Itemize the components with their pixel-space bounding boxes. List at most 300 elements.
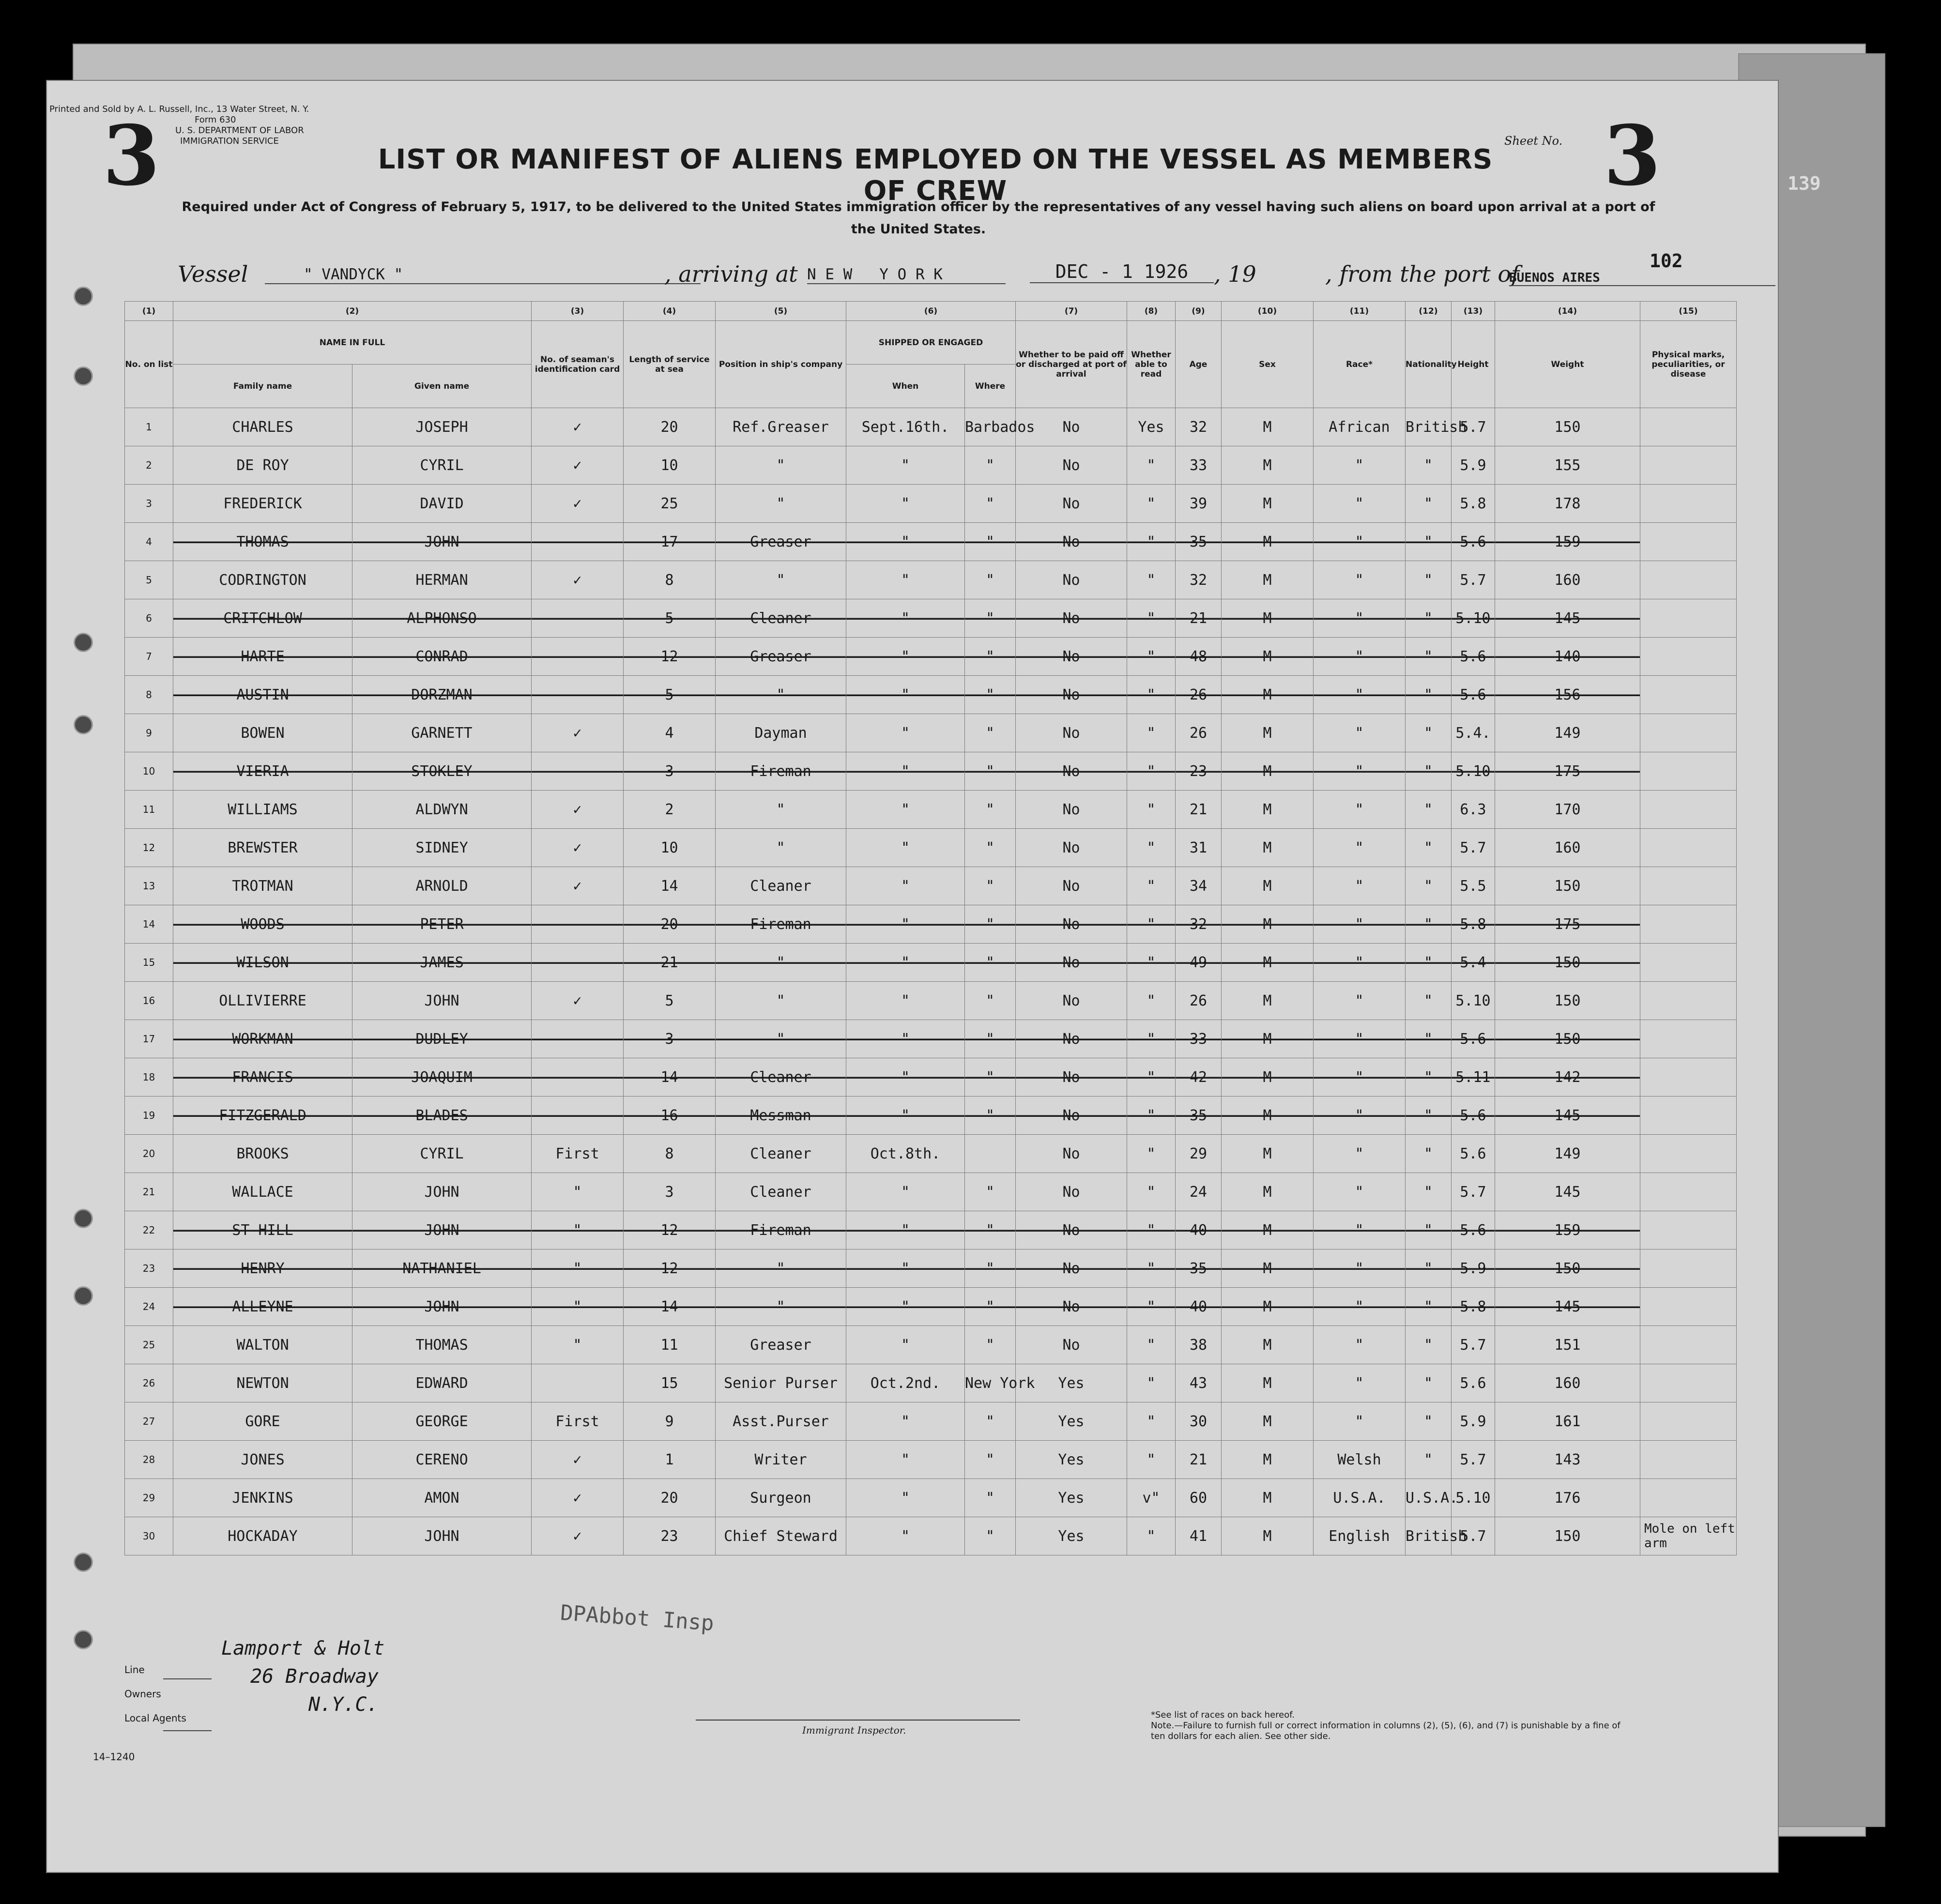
position-cell: Cleaner [716,599,846,638]
table-row [125,1173,1737,1211]
position-cell: " [716,446,846,485]
shipped-where-cell: " [965,1479,1016,1517]
family-name-cell: WALTON [173,1326,352,1364]
able-to-read-cell: " [1127,1441,1176,1479]
physical-marks-cell [1640,1441,1737,1479]
paid-off-cell: Yes [1016,1517,1127,1555]
nationality-cell: British [1406,408,1452,446]
given-name-cell: DORZMAN [352,676,532,714]
position-cell: Cleaner [716,1058,846,1097]
id-card-cell: " [532,1288,624,1326]
paid-off-cell: No [1016,1326,1127,1364]
nationality-cell: U.S.A. [1406,1479,1452,1517]
paid-off-cell: Yes [1016,1364,1127,1402]
sex-cell: M [1222,638,1314,676]
given-name-cell: JOHN [352,1288,532,1326]
shipped-when-cell: " [846,905,965,944]
id-card-cell: ✓ [532,791,624,829]
age-cell: 26 [1176,676,1222,714]
line-value: Lamport & Holt [221,1637,385,1660]
weight-cell: 149 [1495,714,1640,752]
physical-marks-cell [1640,676,1737,714]
length-service-cell: 14 [624,1288,716,1326]
height-cell: 5.4 [1452,944,1495,982]
height-cell: 5.7 [1452,829,1495,867]
race-cell: " [1314,944,1406,982]
id-card-cell [532,1097,624,1135]
footer-handwriting [221,1637,473,1721]
shipped-when-cell: " [846,485,965,523]
weight-cell: 156 [1495,676,1640,714]
punch-hole [74,1209,93,1228]
race-cell: " [1314,676,1406,714]
race-cell: " [1314,1135,1406,1173]
table-row [125,1441,1737,1479]
position-cell: Greaser [716,638,846,676]
id-card-cell: " [532,1326,624,1364]
paid-off-cell: No [1016,1058,1127,1097]
header-position: Position in ship's company [716,321,846,408]
race-cell: " [1314,1364,1406,1402]
height-cell: 5.9 [1452,1402,1495,1441]
sex-cell: M [1222,1364,1314,1402]
height-cell: 5.9 [1452,1249,1495,1288]
weight-cell: 151 [1495,1326,1640,1364]
nationality-cell: " [1406,905,1452,944]
shipped-where-cell: " [965,1249,1016,1288]
paid-off-cell: No [1016,561,1127,599]
paid-off-cell: No [1016,714,1127,752]
sheet-label: Sheet No. [1504,134,1563,148]
row-number-cell: 26 [125,1364,173,1402]
height-cell: 5.7 [1452,1326,1495,1364]
weight-cell: 170 [1495,791,1640,829]
row-number-cell: 29 [125,1479,173,1517]
height-cell: 6.3 [1452,791,1495,829]
given-name-cell: NATHANIEL [352,1249,532,1288]
sex-cell: M [1222,752,1314,791]
table-row [125,1097,1737,1135]
position-cell: Surgeon [716,1479,846,1517]
position-cell: Dayman [716,714,846,752]
row-number-cell: 19 [125,1097,173,1135]
height-cell: 5.7 [1452,1441,1495,1479]
shipped-when-cell: " [846,1249,965,1288]
height-cell: 5.5 [1452,867,1495,905]
shipped-where-cell: " [965,561,1016,599]
physical-marks-cell [1640,599,1737,638]
sex-cell: M [1222,1441,1314,1479]
row-number-cell: 24 [125,1288,173,1326]
race-cell: " [1314,1249,1406,1288]
family-name-cell: OLLIVIERRE [173,982,352,1020]
shipped-when-cell: Sept.16th. [846,408,965,446]
height-cell: 5.8 [1452,905,1495,944]
weight-cell: 150 [1495,1517,1640,1555]
paid-off-cell: Yes [1016,1402,1127,1441]
length-service-cell: 3 [624,1020,716,1058]
length-service-cell: 20 [624,1479,716,1517]
physical-marks-cell [1640,944,1737,982]
header-when: When [846,365,965,408]
able-to-read-cell: " [1127,829,1176,867]
able-to-read-cell: " [1127,944,1176,982]
crew-table [124,301,1737,1555]
shipped-when-cell: " [846,523,965,561]
family-name-cell: WALLACE [173,1173,352,1211]
row-number-cell: 1 [125,408,173,446]
shipped-when-cell: " [846,982,965,1020]
height-cell: 5.10 [1452,1479,1495,1517]
family-name-cell: AUSTIN [173,676,352,714]
header-paid-off: Whether to be paid off or discharged at port of arrival [1016,321,1127,408]
position-cell: " [716,1020,846,1058]
id-card-cell: ✓ [532,561,624,599]
sex-cell: M [1222,599,1314,638]
race-cell: " [1314,523,1406,561]
given-name-cell: BLADES [352,1097,532,1135]
physical-marks-cell [1640,1326,1737,1364]
position-cell: Cleaner [716,867,846,905]
able-to-read-cell: " [1127,791,1176,829]
sex-cell: M [1222,561,1314,599]
length-service-cell: 1 [624,1441,716,1479]
given-name-cell: STOKLEY [352,752,532,791]
physical-marks-cell [1640,1249,1737,1288]
race-cell: English [1314,1517,1406,1555]
physical-marks-cell [1640,638,1737,676]
id-card-cell: First [532,1402,624,1441]
position-cell: Messman [716,1097,846,1135]
height-cell: 5.6 [1452,1211,1495,1249]
race-cell: " [1314,829,1406,867]
paid-off-cell: No [1016,982,1127,1020]
race-cell: " [1314,1097,1406,1135]
family-name-cell: GORE [173,1402,352,1441]
shipped-when-cell: " [846,1173,965,1211]
col-number: (13) [1452,302,1495,321]
row-number-cell: 28 [125,1441,173,1479]
given-name-cell: JOHN [352,523,532,561]
physical-marks-cell [1640,982,1737,1020]
position-cell: " [716,561,846,599]
nationality-cell: " [1406,446,1452,485]
able-to-read-cell: " [1127,1211,1176,1249]
id-card-cell [532,1364,624,1402]
col-number: (8) [1127,302,1176,321]
length-service-cell: 2 [624,791,716,829]
shipped-where-cell: " [965,523,1016,561]
able-to-read-cell: " [1127,752,1176,791]
sex-cell: M [1222,1135,1314,1173]
physical-marks-cell [1640,561,1737,599]
able-to-read-cell: " [1127,446,1176,485]
family-name-cell: CODRINGTON [173,561,352,599]
age-cell: 35 [1176,1249,1222,1288]
vessel-name: " VANDYCK " [265,266,701,284]
physical-marks-cell [1640,1364,1737,1402]
physical-marks-cell [1640,1135,1737,1173]
punch-hole [74,366,93,386]
given-name-cell: DUDLEY [352,1020,532,1058]
paid-off-cell: No [1016,867,1127,905]
vessel-label: Vessel [178,261,248,287]
table-row [125,408,1737,446]
able-to-read-cell: " [1127,714,1176,752]
race-cell: " [1314,714,1406,752]
table-row [125,714,1737,752]
from-port-label: , from the port of [1325,261,1520,287]
punch-hole [74,1630,93,1649]
row-number-cell: 17 [125,1020,173,1058]
inspector-pencil-note: DPAbbot Insp [559,1600,715,1636]
row-number-cell: 13 [125,867,173,905]
id-card-cell [532,676,624,714]
footnote-block [1151,1710,1625,1742]
shipped-where-cell: " [965,1517,1016,1555]
nationality-cell: " [1406,752,1452,791]
length-service-cell: 4 [624,714,716,752]
length-service-cell: 14 [624,1058,716,1097]
position-cell: Chief Steward [716,1517,846,1555]
family-name-cell: BREWSTER [173,829,352,867]
given-name-cell: JOHN [352,1173,532,1211]
weight-cell: 155 [1495,446,1640,485]
row-number-cell: 11 [125,791,173,829]
paid-off-cell: No [1016,1288,1127,1326]
weight-cell: 178 [1495,485,1640,523]
given-name-cell: JAMES [352,944,532,982]
weight-cell: 159 [1495,523,1640,561]
nationality-cell: " [1406,1326,1452,1364]
nationality-cell: " [1406,982,1452,1020]
physical-marks-cell [1640,905,1737,944]
length-service-cell: 20 [624,408,716,446]
row-number-cell: 12 [125,829,173,867]
family-name-cell: TROTMAN [173,867,352,905]
length-service-cell: 8 [624,1135,716,1173]
able-to-read-cell: " [1127,599,1176,638]
height-cell: 5.10 [1452,599,1495,638]
age-cell: 21 [1176,1441,1222,1479]
length-service-cell: 16 [624,1097,716,1135]
family-name-cell: BOWEN [173,714,352,752]
shipped-when-cell: " [846,714,965,752]
nationality-cell: " [1406,561,1452,599]
weight-cell: 175 [1495,752,1640,791]
id-card-cell [532,1058,624,1097]
age-cell: 39 [1176,485,1222,523]
family-name-cell: HOCKADAY [173,1517,352,1555]
age-cell: 21 [1176,599,1222,638]
id-card-cell: ✓ [532,408,624,446]
age-cell: 26 [1176,982,1222,1020]
nationality-cell: " [1406,523,1452,561]
paid-off-cell: No [1016,408,1127,446]
nationality-cell: " [1406,1097,1452,1135]
sex-cell: M [1222,1479,1314,1517]
sex-cell: M [1222,1020,1314,1058]
shipped-where-cell: " [965,1097,1016,1135]
shipped-where-cell: " [965,982,1016,1020]
shipped-when-cell: " [846,1326,965,1364]
page-subtitle: Required under Act of Congress of February 5, 1917, to be delivered to the United States immigration officer by the representatives of any vessel having such aliens on board upon arrival at a port of the United States. [182,199,1655,237]
table-row [125,752,1737,791]
printer-line: IMMIGRATION SERVICE [180,136,279,146]
row-number-cell: 23 [125,1249,173,1288]
able-to-read-cell: " [1127,1517,1176,1555]
position-cell: " [716,829,846,867]
height-cell: 5.7 [1452,561,1495,599]
row-number-cell: 25 [125,1326,173,1364]
shipped-where-cell: " [965,1020,1016,1058]
length-service-cell: 14 [624,867,716,905]
height-cell: 5.11 [1452,1058,1495,1097]
position-cell: Fireman [716,905,846,944]
physical-marks-cell [1640,791,1737,829]
sex-cell: M [1222,905,1314,944]
family-name-cell: HENRY [173,1249,352,1288]
race-cell: " [1314,1020,1406,1058]
sex-cell: M [1222,944,1314,982]
able-to-read-cell: " [1127,638,1176,676]
race-cell: " [1314,791,1406,829]
shipped-where-cell: " [965,752,1016,791]
header-marks: Physical marks, peculiarities, or disease [1640,321,1737,408]
inspector-label: Immigrant Inspector. [802,1724,906,1736]
table-row [125,1517,1737,1555]
id-card-cell: " [532,1249,624,1288]
age-cell: 30 [1176,1402,1222,1441]
table-row [125,1020,1737,1058]
able-to-read-cell: " [1127,1288,1176,1326]
able-to-read-cell: " [1127,1249,1176,1288]
age-cell: 24 [1176,1173,1222,1211]
table-row [125,561,1737,599]
row-number-cell: 21 [125,1173,173,1211]
family-name-cell: CHARLES [173,408,352,446]
shipped-when-cell: " [846,446,965,485]
footnote-penalty: Note.—Failure to furnish full or correct information in columns (2), (5), (6), and (7) is punishable by a fine of ten dollars for each alien. See other side. [1151,1721,1620,1741]
punch-hole [74,1286,93,1306]
shipped-where-cell: " [965,944,1016,982]
position-cell: Fireman [716,752,846,791]
length-service-cell: 25 [624,485,716,523]
sex-cell: M [1222,408,1314,446]
shipped-when-cell: " [846,829,965,867]
header-weight: Weight [1495,321,1640,408]
age-cell: 41 [1176,1517,1222,1555]
age-cell: 33 [1176,446,1222,485]
physical-marks-cell [1640,1479,1737,1517]
race-cell: " [1314,638,1406,676]
paid-off-cell: No [1016,446,1127,485]
table-row [125,676,1737,714]
height-cell: 5.7 [1452,1173,1495,1211]
age-cell: 32 [1176,905,1222,944]
physical-marks-cell [1640,408,1737,446]
paid-off-cell: No [1016,1173,1127,1211]
header-sex: Sex [1222,321,1314,408]
sex-cell: M [1222,523,1314,561]
weight-cell: 161 [1495,1402,1640,1441]
given-name-cell: AMON [352,1479,532,1517]
physical-marks-cell [1640,485,1737,523]
sex-cell: M [1222,791,1314,829]
able-to-read-cell: " [1127,1135,1176,1173]
weight-cell: 160 [1495,561,1640,599]
race-cell: " [1314,1326,1406,1364]
table-row [125,1364,1737,1402]
table-row [125,1402,1737,1441]
age-cell: 40 [1176,1288,1222,1326]
family-name-cell: THOMAS [173,523,352,561]
age-cell: 40 [1176,1211,1222,1249]
height-cell: 5.6 [1452,676,1495,714]
nationality-cell: " [1406,1364,1452,1402]
given-name-cell: JOAQUIM [352,1058,532,1097]
given-name-cell: ALDWYN [352,791,532,829]
physical-marks-cell [1640,1020,1737,1058]
col-number: (14) [1495,302,1640,321]
shipped-where-cell: " [965,867,1016,905]
shipped-where-cell: " [965,1288,1016,1326]
table-row [125,1249,1737,1288]
nationality-cell: British [1406,1517,1452,1555]
shipped-where-cell: " [965,1173,1016,1211]
paid-off-cell: No [1016,676,1127,714]
sex-cell: M [1222,485,1314,523]
id-card-cell: First [532,1135,624,1173]
id-card-cell: " [532,1211,624,1249]
given-name-cell: CERENO [352,1441,532,1479]
shipped-when-cell: " [846,1402,965,1441]
owners-value: 26 Broadway [250,1665,379,1688]
row-number-cell: 9 [125,714,173,752]
col-number: (4) [624,302,716,321]
weight-cell: 140 [1495,638,1640,676]
position-cell: " [716,791,846,829]
id-card-cell [532,599,624,638]
line-label: Line [124,1664,145,1676]
id-card-cell [532,638,624,676]
sex-cell: M [1222,446,1314,485]
paid-off-cell: No [1016,523,1127,561]
table-row [125,523,1737,561]
local-agents-label: Local Agents [124,1712,186,1724]
length-service-cell: 8 [624,561,716,599]
length-service-cell: 5 [624,982,716,1020]
table-row [125,599,1737,638]
table-row [125,982,1737,1020]
physical-marks-cell [1640,446,1737,485]
id-card-cell: ✓ [532,982,624,1020]
weight-cell: 150 [1495,1020,1640,1058]
paid-off-cell: No [1016,1211,1127,1249]
id-card-cell [532,944,624,982]
position-cell: " [716,1288,846,1326]
id-card-cell [532,905,624,944]
physical-marks-cell [1640,829,1737,867]
col-number: (9) [1176,302,1222,321]
length-service-cell: 3 [624,752,716,791]
row-number-cell: 4 [125,523,173,561]
height-cell: 5.6 [1452,1135,1495,1173]
length-service-cell: 11 [624,1326,716,1364]
header-height: Height [1452,321,1495,408]
shipped-when-cell: " [846,1517,965,1555]
row-number-cell: 22 [125,1211,173,1249]
